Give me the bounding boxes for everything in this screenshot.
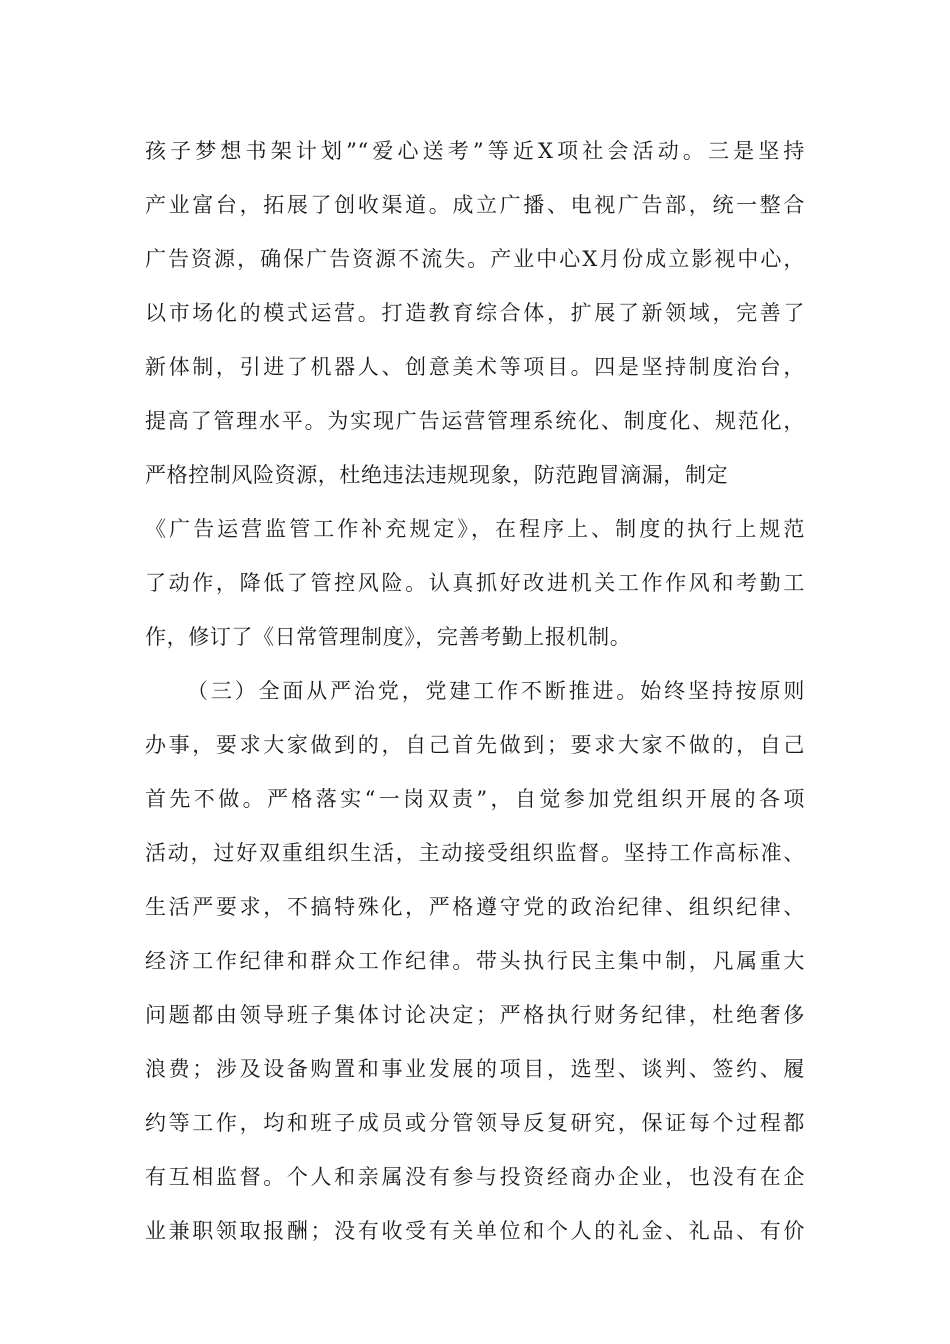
text-line: 业兼职领取报酬；没有收受有关单位和个人的礼金、礼品、有价 <box>145 1219 805 1243</box>
body-text <box>145 124 805 1258</box>
text-line: 活动，过好双重组织生活，主动接受组织监督。坚持工作高标准、 <box>145 841 805 865</box>
text-line: 约等工作，均和班子成员或分管领导反复研究，保证每个过程都 <box>145 1111 805 1135</box>
text-line: 有互相监督。个人和亲属没有参与投资经商办企业，也没有在企 <box>145 1165 805 1189</box>
text-line: 以市场化的模式运营。打造教育综合体，扩展了新领域，完善了 <box>145 301 805 325</box>
paragraph <box>145 664 805 1258</box>
paragraph <box>145 124 805 664</box>
text-line: 提高了管理水平。为实现广告运营管理系统化、制度化、规范化， <box>145 409 805 433</box>
text-line: 《广告运营监管工作补充规定》，在程序上、制度的执行上规范 <box>145 517 805 541</box>
text-line: 生活严要求，不搞特殊化，严格遵守党的政治纪律、组织纪律、 <box>145 895 805 919</box>
text-line: 问题都由领导班子集体讨论决定；严格执行财务纪律，杜绝奢侈 <box>145 1003 805 1027</box>
text-line: 广告资源，确保广告资源不流失。产业中心X月份成立影视中心， <box>145 247 805 271</box>
text-line: 经济工作纪律和群众工作纪律。带头执行民主集中制，凡属重大 <box>145 949 805 973</box>
text-line: （三）全面从严治党，党建工作不断推进。始终坚持按原则 <box>187 679 805 703</box>
text-line: 浪费；涉及设备购置和事业发展的项目，选型、谈判、签约、履 <box>145 1057 805 1081</box>
text-line: 严格控制风险资源，杜绝违法违规现象，防范跑冒滴漏，制定 <box>145 463 729 487</box>
text-line: 产业富台，拓展了创收渠道。成立广播、电视广告部，统一整合 <box>145 193 805 217</box>
text-line: 了动作，降低了管控风险。认真抓好改进机关工作作风和考勤工 <box>145 571 805 595</box>
text-line: 办事，要求大家做到的，自己首先做到；要求大家不做的，自己 <box>145 733 805 757</box>
text-line: 孩子梦想书架计划”“爱心送考”等近X项社会活动。三是坚持 <box>145 139 805 163</box>
text-line: 首先不做。严格落实“一岗双责”，自觉参加党组织开展的各项 <box>145 787 805 811</box>
text-line: 新体制，引进了机器人、创意美术等项目。四是坚持制度治台， <box>145 355 805 379</box>
text-line: 作，修订了《日常管理制度》，完善考勤上报机制。 <box>145 625 632 649</box>
